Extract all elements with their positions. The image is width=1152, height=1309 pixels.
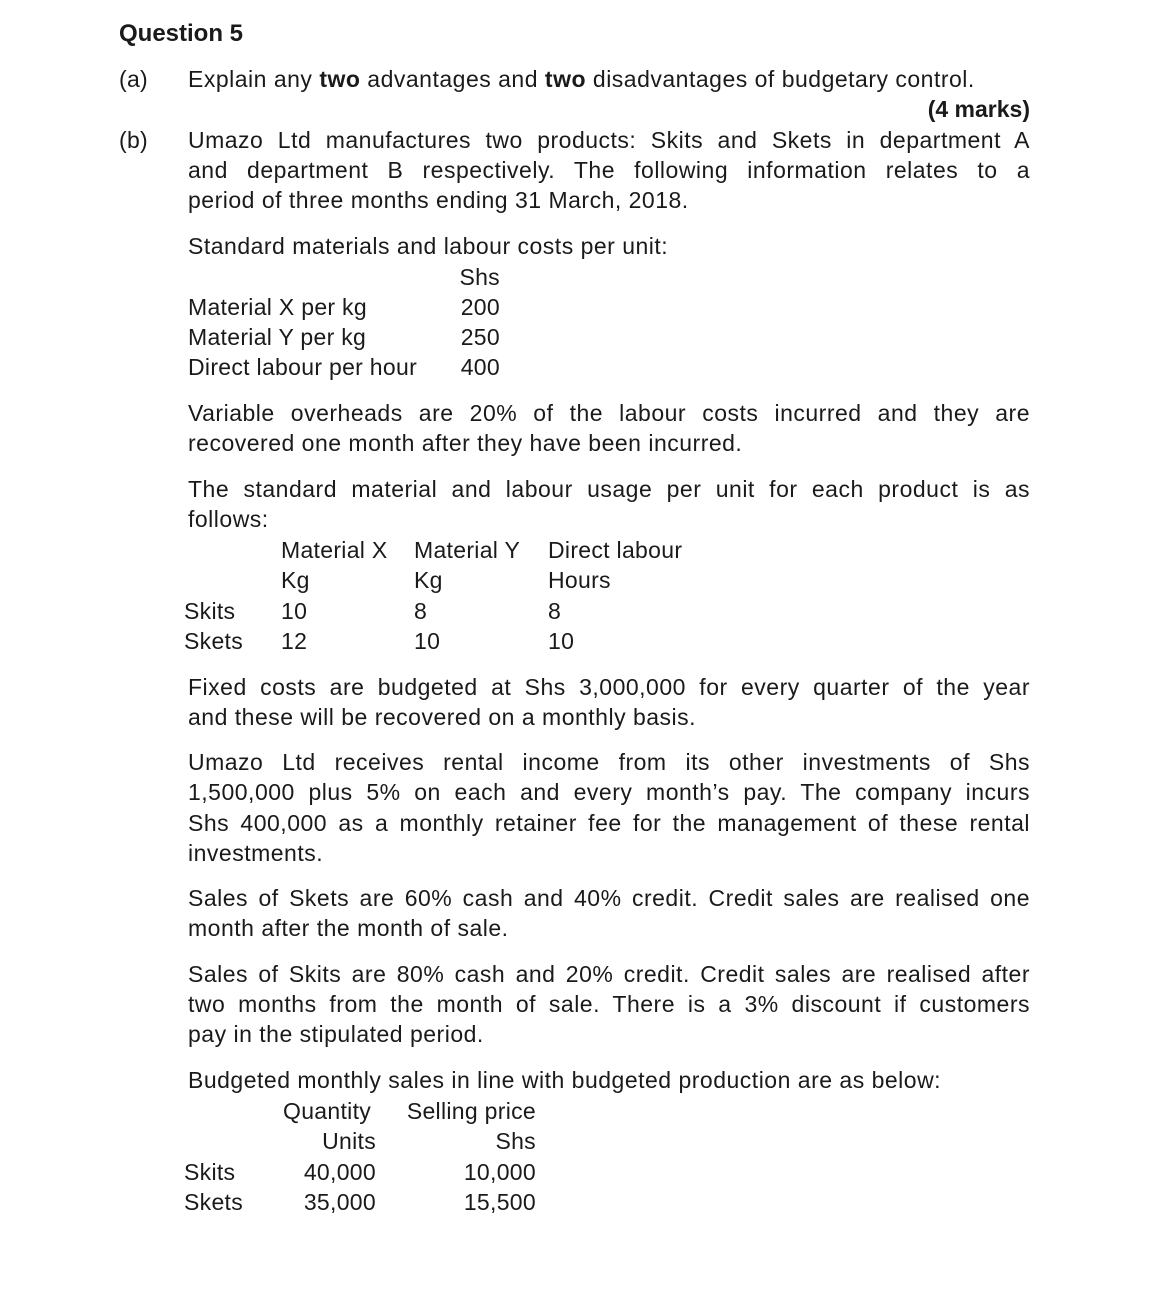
part-a-bold-two-2: two	[544, 66, 587, 92]
usage-intro-line: The standard material and labour usage per unit for each product is as	[188, 476, 1030, 502]
budget-row-product: Skits	[184, 1159, 236, 1185]
variable-overheads-line: Variable overheads are 20% of the labour costs incurred and they are	[188, 400, 1030, 426]
standard-cost-value: 400	[460, 354, 500, 380]
part-a-bold-two-1: two	[319, 66, 361, 92]
standard-cost-item: Material Y per kg	[188, 324, 367, 350]
budget-unit-shs: Shs	[495, 1128, 536, 1154]
question-title: Question 5	[119, 20, 244, 47]
budget-row-quantity: 40,000	[303, 1159, 376, 1185]
standard-costs-heading: Standard materials and labour costs per unit:	[188, 233, 669, 259]
part-b-intro-line: Umazo Ltd manufactures two products: Skits and Skets in department A	[188, 127, 1030, 153]
part-a-text-mid: advantages and	[360, 66, 545, 92]
part-b-label: (b)	[119, 127, 149, 153]
part-a-marks: (4 marks)	[927, 96, 1030, 122]
usage-unit: Kg	[414, 567, 443, 593]
standard-cost-item: Direct labour per hour	[188, 354, 418, 380]
variable-overheads-line: recovered one month after they have been incurred.	[188, 430, 743, 456]
part-a-text-pre: Explain any	[188, 66, 320, 92]
usage-header-material-y: Material Y	[414, 537, 521, 563]
usage-row-product: Skets	[184, 628, 244, 654]
rental-income-line: 1,500,000 plus 5% on each and every month’s pay. The company incurs	[188, 779, 1030, 805]
budget-header-selling-price: Selling price	[406, 1098, 536, 1124]
usage-row-value: 12	[281, 628, 308, 654]
usage-row-value: 10	[548, 628, 575, 654]
part-b-intro-line: period of three months ending 31 March, 2018.	[188, 187, 689, 213]
usage-intro-line: follows:	[188, 506, 269, 532]
part-a-label: (a)	[119, 66, 149, 92]
budget-unit-units: Units	[322, 1128, 376, 1154]
fixed-costs-line: Fixed costs are budgeted at Shs 3,000,000 for every quarter of the year	[188, 674, 1030, 700]
usage-row-value: 8	[414, 598, 428, 624]
usage-row-value: 8	[548, 598, 562, 624]
usage-header-direct-labour: Direct labour	[548, 537, 683, 563]
budget-row-product: Skets	[184, 1189, 244, 1215]
standard-cost-item: Material X per kg	[188, 294, 367, 320]
usage-row-value: 10	[414, 628, 441, 654]
part-b-intro-line: and department B respectively. The following information relates to a	[188, 157, 1030, 183]
skets-sales-line: Sales of Skets are 60% cash and 40% credit. Credit sales are realised one	[188, 885, 1030, 911]
part-a-text-post: disadvantages of budgetary control.	[586, 66, 975, 92]
rental-income-line: Shs 400,000 as a monthly retainer fee for the management of these rental	[188, 810, 1030, 836]
budget-row-price: 15,500	[463, 1189, 536, 1215]
usage-row-product: Skits	[184, 598, 236, 624]
skits-sales-line: two months from the month of sale. There is a 3% discount if customers	[188, 991, 1030, 1017]
usage-unit: Kg	[281, 567, 310, 593]
standard-cost-value: 200	[460, 294, 500, 320]
budget-row-quantity: 35,000	[303, 1189, 376, 1215]
usage-header-material-x: Material X	[281, 537, 388, 563]
budget-row-price: 10,000	[463, 1159, 536, 1185]
budget-header-quantity: Quantity	[283, 1098, 372, 1124]
standard-costs-unit-header: Shs	[459, 264, 500, 290]
usage-unit: Hours	[548, 567, 611, 593]
rental-income-line: investments.	[188, 840, 324, 866]
skits-sales-line: pay in the stipulated period.	[188, 1021, 484, 1047]
budget-sales-heading: Budgeted monthly sales in line with budgeted production are as below:	[188, 1067, 942, 1093]
usage-row-value: 10	[281, 598, 308, 624]
standard-cost-value: 250	[460, 324, 500, 350]
skets-sales-line: month after the month of sale.	[188, 915, 509, 941]
part-a-question	[188, 66, 1030, 93]
rental-income-line: Umazo Ltd receives rental income from its other investments of Shs	[188, 749, 1030, 775]
skits-sales-line: Sales of Skits are 80% cash and 20% credit. Credit sales are realised after	[188, 961, 1030, 987]
fixed-costs-line: and these will be recovered on a monthly basis.	[188, 704, 697, 730]
